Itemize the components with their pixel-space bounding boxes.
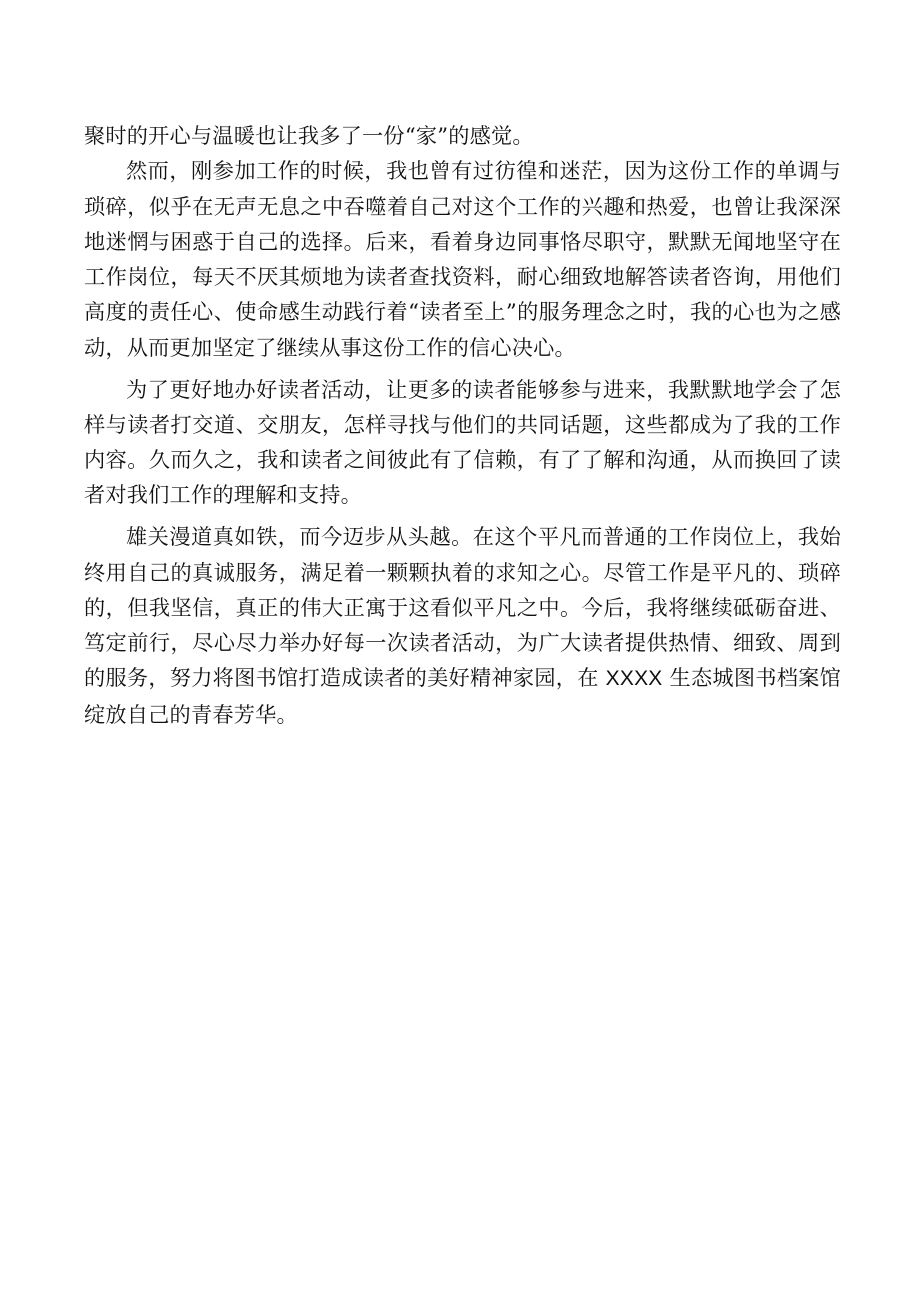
paragraph-conclusion [84, 519, 841, 732]
institution-placeholder: XXXX [605, 667, 663, 691]
conclusion-text-after: 生态城图书档案馆绽放自己的青春芳华。 [84, 665, 841, 727]
conclusion-text-before: 雄关漫道真如铁，而今迈步从头越。在这个平凡而普通的工作岗位上，我始终用自己的真诚服务，满足着一颗颗执着的求知之心。尽管工作是平凡的、琐碎的，但我坚信，真正的伟大正寓于这看似平凡之中。今后，我将继续砥砺奋进、笃定前行，尽心尽力举办好每一次读者活动，为广大读者提供热情、细致、周到的服务，努力将图书馆打造成读者的美好精神家园，在 [84, 524, 841, 691]
paragraph-continuation: 聚时的开心与温暖也让我多了一份“家”的感觉。 [84, 123, 534, 148]
paragraph-reader-activities: 为了更好地办好读者活动，让更多的读者能够参与进来，我默默地学会了怎样与读者打交道、交朋友，怎样寻找与他们的共同话题，这些都成为了我的工作内容。久而久之，我和读者之间彼此有了信赖，有了了解和沟通，从而换回了读者对我们工作的理解和支持。 [84, 376, 841, 508]
document-page [84, 118, 841, 732]
paragraph-confusion-and-resolve: 然而，刚参加工作的时候，我也曾有过彷徨和迷茫，因为这份工作的单调与琐碎，似乎在无声无息之中吞噬着自己对这个工作的兴趣和热爱，也曾让我深深地迷惘与困惑于自己的选择。后来，看着身边同事恪尽职守，默默无闻地坚守在工作岗位，每天不厌其烦地为读者查找资料，耐心细致地解答读者咨询，用他们高度的责任心、使命感生动践行着“读者至上”的服务理念之时，我的心也为之感动，从而更加坚定了继续从事这份工作的信心决心。 [84, 158, 841, 360]
